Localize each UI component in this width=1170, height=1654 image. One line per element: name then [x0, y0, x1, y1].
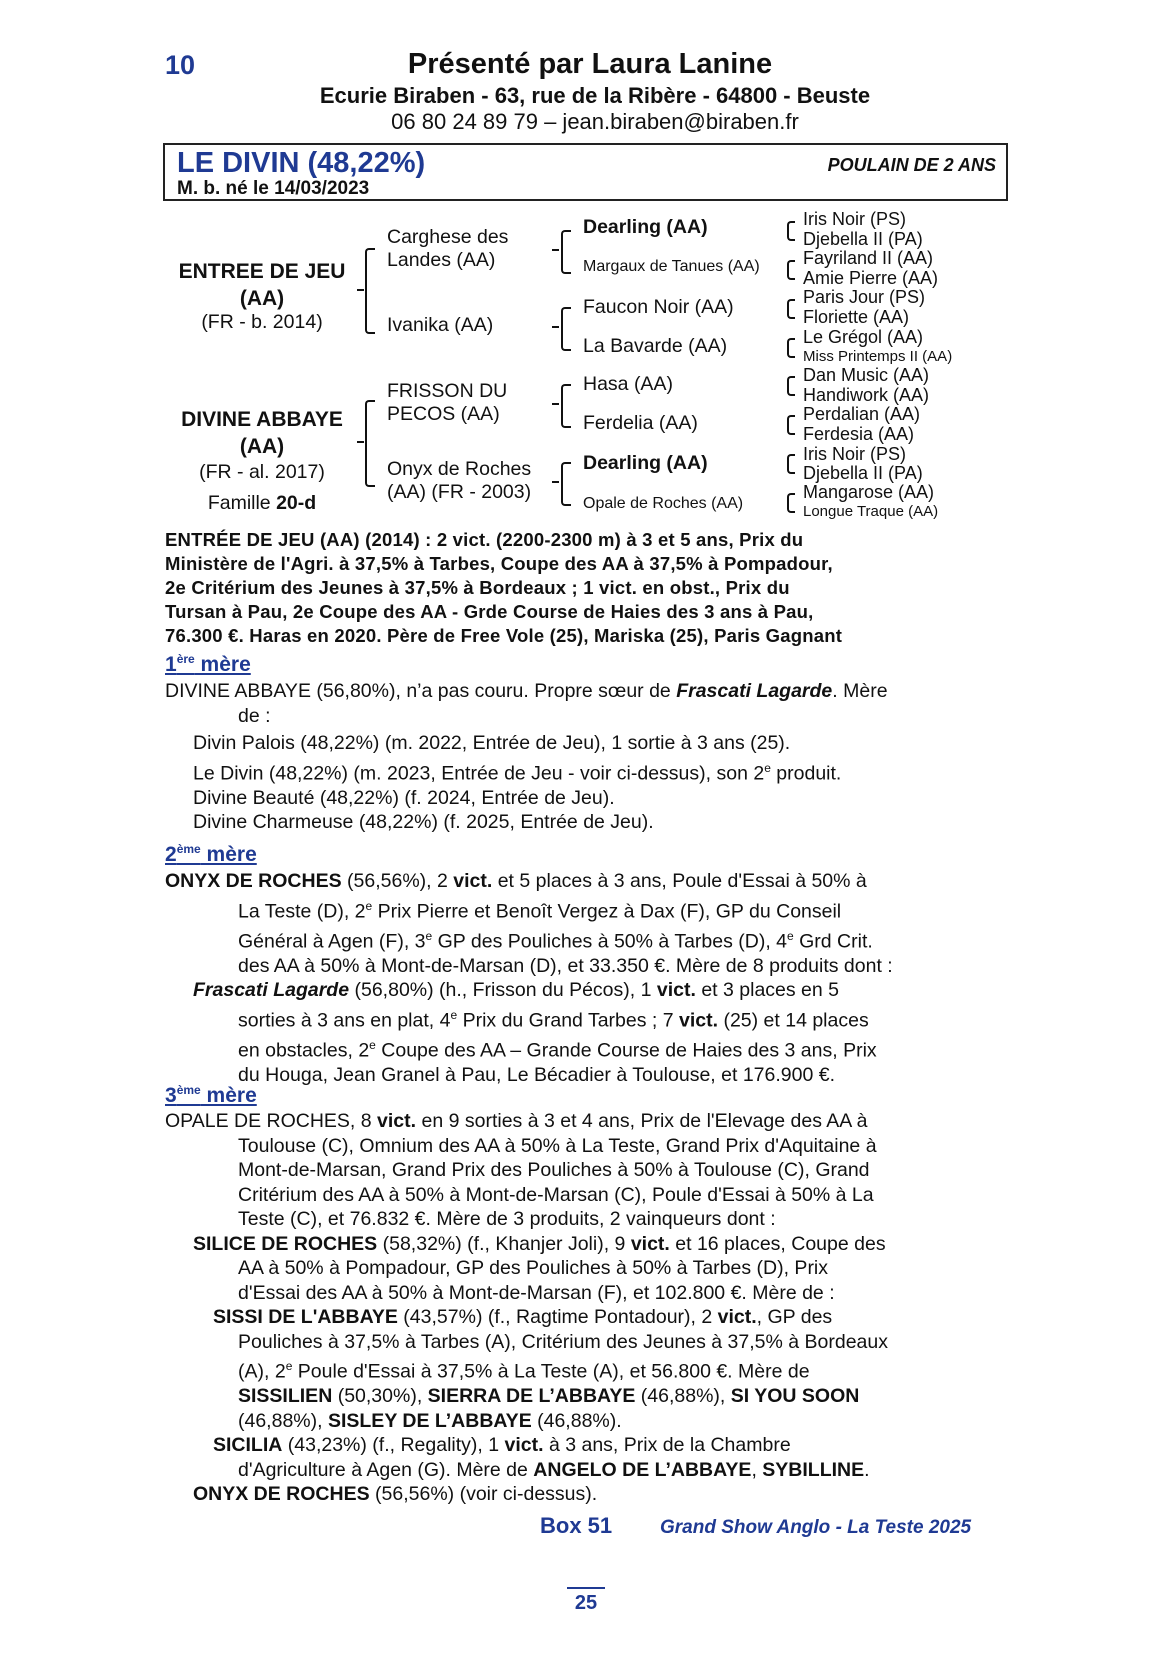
g3-8: Opale de Roches (AA) [583, 495, 744, 512]
g4-16: Longue Traque (AA) [803, 503, 939, 520]
brace-g3 [787, 221, 795, 241]
brace-g2 [561, 230, 571, 274]
g3-7: Dearling (AA) [583, 452, 708, 474]
g2-4: Onyx de Roches (AA) (FR - 2003) [387, 458, 532, 503]
g4-10: Handiwork (AA) [803, 385, 930, 405]
brace-dam [365, 400, 375, 487]
brace-tick [357, 441, 364, 443]
brace-sire [365, 248, 375, 334]
brace-tick [552, 326, 559, 328]
g3-1: Dearling (AA) [583, 216, 708, 238]
g4-5: Paris Jour (PS) [803, 287, 926, 307]
g3-2: Margaux de Tanues (AA) [583, 258, 760, 275]
g4-12: Ferdesia (AA) [803, 424, 915, 444]
g4-1: Iris Noir (PS) [803, 209, 906, 229]
g2-1: Carghese des Landes (AA) [387, 226, 509, 271]
page-number-rule [567, 1587, 605, 1589]
brace-g2 [561, 307, 571, 351]
g4-15: Mangarose (AA) [803, 482, 935, 502]
brace-g3 [787, 338, 795, 358]
g4-2: Djebella II (PA) [803, 229, 923, 249]
third-dam-heading: 3ème mère [165, 1083, 257, 1107]
g4-11: Perdalian (AA) [803, 404, 921, 424]
third-dam-record: OPALE DE ROCHES, 8 vict. en 9 sorties à 3 et 4 ans, Prix de l'Elevage des AA à Toulouse (C), Omnium des AA à 50% à La Teste, Grand Prix d'Aquitaine à Mont-de-Marsan, Grand Prix des Pouliches à 50% à Toulouse (C), Grand Critérium des AA à 50% à Mont-de-Marsan (C), Poule d'Essai à 50% à La Teste (C), et 76.832 €. Mère de 3 produits, 2 vainqueurs dont : SILICE DE ROCHES (58,32%) (f., Khanjer Joli), 9 vict. et 16 places, Coupe des AA à 50% à Pompadour, GP des Pouliches à 50% à Tarbes (D), Prix d'Essai des AA à 50% à Mont-de-Marsan (F), et 102.800 €. Mère de : SISSI DE L'ABBAYE (43,57%) (f., Ragtime Pontadour), 2 vict., GP des Pouliches à 37,5% à Tarbes (A), Critérium des Jeunes à 37,5% à Bordeaux (A), 2e Poule d'Essai à 37,5% à La Teste (A), et 56.800 €. Mère de SISSILIEN (50,30%), SIERRA DE L’ABBAYE (46,88%), SI YOU SOON (46,88%), SISLEY DE L’ABBAYE (46,88%). SICILIA (43,23%) (f., Regality), 1 vict. à 3 ans, Prix de la Chambre d'Agriculture à Agen (G). Mère de ANGELO DE L’ABBAYE, SYBILLINE. ONYX DE ROCHES (56,56%) (voir ci-dessus). [165, 1110, 888, 1505]
brace-g3 [787, 299, 795, 319]
horse-birth: M. b. né le 14/03/2023 [177, 178, 370, 199]
g4-9: Dan Music (AA) [803, 365, 930, 385]
g4-8: Miss Printemps II (AA) [803, 348, 953, 365]
produce-list: Divin Palois (48,22%) (m. 2022, Entrée de Jeu), 1 sortie à 3 ans (25). Le Divin (48,22%) (m. 2023, Entrée de Jeu - voir ci-dessus), son 2e produit. Divine Beauté (48,22%) (f. 2024, Entrée de Jeu). Divine Charmeuse (48,22%) (f. 2025, Entrée de Jeu). [193, 732, 842, 833]
brace-g3 [787, 260, 795, 280]
brace-g3 [787, 376, 795, 396]
brace-g3 [787, 415, 795, 435]
g4-7: Le Grégol (AA) [803, 327, 924, 347]
brace-g2 [561, 384, 571, 428]
sire-name: ENTREE DE JEU [178, 260, 346, 283]
brace-g3 [787, 454, 795, 474]
g3-6: Ferdelia (AA) [583, 412, 698, 434]
g2-3: FRISSON DU PECOS (AA) [387, 380, 508, 425]
brace-g3 [787, 493, 795, 513]
g3-5: Hasa (AA) [583, 373, 673, 395]
horse-name: LE DIVIN (48,22%) [177, 147, 426, 179]
brace-tick [552, 481, 559, 483]
presenter-title: Présenté par Laura Lanine [407, 48, 773, 80]
sire-breed: (AA) [239, 287, 285, 310]
first-dam-heading: 1ère mère [165, 652, 251, 676]
g2-2: Ivanika (AA) [387, 314, 494, 336]
stable-address: Ecurie Biraben - 63, rue de la Ribère - 64800 - Beuste [319, 83, 871, 108]
dam-family: Famille 20-d [207, 492, 317, 514]
g4-4: Amie Pierre (AA) [803, 268, 939, 288]
horse-header-box [163, 143, 1008, 201]
page-number: 25 [574, 1592, 598, 1614]
lot-number: 10 [165, 50, 196, 80]
brace-g2 [561, 462, 571, 506]
g3-4: La Bavarde (AA) [583, 335, 728, 357]
brace-tick [552, 249, 559, 251]
contact-line: 06 80 24 89 79 – jean.biraben@biraben.fr [391, 109, 799, 134]
dam-breed: (AA) [239, 435, 285, 458]
second-dam-heading: 2ème mère [165, 842, 257, 866]
first-dam-intro-cont: de : [238, 705, 271, 727]
dam-name: DIVINE ABBAYE [181, 408, 343, 431]
horse-category: POULAIN DE 2 ANS [827, 155, 996, 175]
brace-tick [552, 403, 559, 405]
sire-record: ENTRÉE DE JEU (AA) (2014) : 2 vict. (2200-2300 m) à 3 et 5 ans, Prix du Ministère de l'Agri. à 37,5% à Tarbes, Coupe des AA à 37,5% à Pompadour, 2e Critérium des Jeunes à 37,5% à Bordeaux ; 1 vict. en obst., Prix du Tursan à Pau, 2e Coupe des AA - Grde Course de Haies des 3 ans à Pau, 76.300 €. Haras en 2020. Père de Free Vole (25), Mariska (25), Paris Gagnant [165, 529, 843, 646]
g4-13: Iris Noir (PS) [803, 444, 906, 464]
dam-origin: (FR - al. 2017) [199, 461, 325, 483]
sire-origin: (FR - b. 2014) [201, 311, 323, 333]
g3-3: Faucon Noir (AA) [583, 296, 734, 318]
box-number: Box 51 [540, 1513, 613, 1538]
show-name: Grand Show Anglo - La Teste 2025 [660, 1517, 972, 1538]
g4-14: Djebella II (PA) [803, 463, 923, 483]
second-dam-record: ONYX DE ROCHES (56,56%), 2 vict. et 5 places à 3 ans, Poule d'Essai à 50% à La Teste (D), 2e Prix Pierre et Benoît Vergez à Dax (F), GP du Conseil Général à Agen (F), 3e GP des Pouliches à 50% à Tarbes (D), 4e Grd Crit. des AA à 50% à Mont-de-Marsan (D), et 33.350 €. Mère de 8 produits dont : Frascati Lagarde (56,80%) (h., Frisson du Pécos), 1 vict. et 3 places en 5 sorties à 3 ans en plat, 4e Prix du Grand Tarbes ; 7 vict. (25) et 14 places en obstacles, 2e Coupe des AA – Grande Course de Haies des 3 ans, Prix du Houga, Jean Granel à Pau, Le Bécadier à Toulouse, et 176.900 €. [165, 870, 893, 1086]
first-dam-intro: DIVINE ABBAYE (56,80%), n’a pas couru. Propre sœur de Frascati Lagarde. Mère [165, 680, 888, 702]
g4-3: Fayriland II (AA) [803, 248, 934, 268]
brace-tick [357, 289, 364, 291]
g4-6: Floriette (AA) [803, 307, 910, 327]
